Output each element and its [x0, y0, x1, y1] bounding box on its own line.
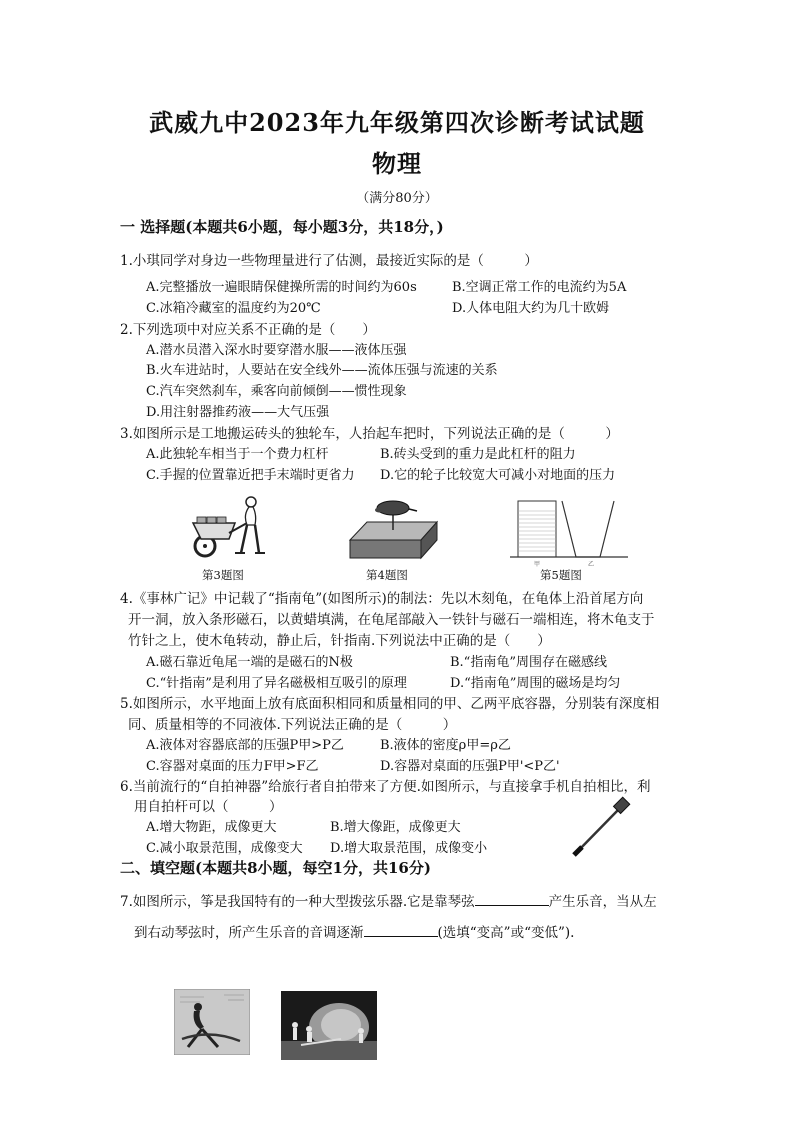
option-c: C.汽车突然刹车，乘客向前倾倒——惯性现象 — [146, 384, 407, 399]
question-stem: 5.如图所示，水平地面上放有底面积相同和质量相同的甲、乙两平底容器，分别装有深度相 — [120, 696, 660, 712]
option-a: A.潜水员潜入深水时要穿潜水服——液体压强 — [146, 343, 407, 358]
option-a: A.此独轮车相当于一个费力杠杆 — [146, 447, 329, 462]
question-stem-cont: 开一洞，放入条形磁石，以黄蜡填满，在龟尾部敲入一铁针与磁石一端相连，将木龟支于 — [128, 612, 655, 628]
figure-caption: 第3题图 — [202, 568, 244, 582]
option-d: D.容器对桌面的压强P甲'<P乙' — [380, 759, 560, 774]
question-stem-cont: 同、质量相等的不同液体.下列说法正确的是（ ） — [128, 717, 457, 733]
question-stem — [120, 890, 657, 910]
option-b: B.“指南龟”周围存在磁感线 — [450, 655, 607, 670]
option-a: A.磁石靠近龟尾一端的是磁石的N极 — [146, 655, 353, 670]
wheelbarrow-figure — [185, 493, 270, 561]
zither-performance-photo — [281, 991, 377, 1060]
question-text: (选填“变高”或“变低”). — [437, 925, 575, 941]
option-a: A.增大物距，成像更大 — [146, 820, 277, 835]
question-stem: 4.《事林广记》中记载了“指南龟”(如图所示)的制法：先以木刻龟，在龟体上沿首尾方向 — [120, 591, 644, 607]
figure-caption: 第4题图 — [366, 568, 408, 582]
question-stem: 1.小琪同学对身边一些物理量进行了估测，最接近实际的是（ ） — [120, 253, 538, 269]
answer-blank[interactable] — [364, 923, 438, 937]
question-stem-cont: 用自拍杆可以（ ） — [134, 799, 283, 815]
option-b: B.空调正常工作的电流约为5A — [452, 280, 627, 295]
compass-turtle-figure — [345, 496, 440, 564]
section-heading: 一 选择题(本题共6小题，每小题3分，共18分，) — [120, 218, 444, 236]
question-text: 7.如图所示，筝是我国特有的一种大型拨弦乐器.它是靠琴弦 — [120, 894, 475, 910]
question-stem: 2.下列选项中对应关系不正确的是（ ） — [120, 322, 376, 338]
answer-blank[interactable] — [475, 892, 549, 906]
option-a: A.液体对容器底部的压强P甲>P乙 — [146, 738, 344, 753]
option-c: C.手握的位置靠近把手末端时更省力 — [146, 468, 355, 483]
option-d: D.“指南龟”周围的磁场是均匀 — [450, 676, 621, 691]
label-yi: 乙 — [588, 561, 595, 567]
question-stem: 3.如图所示是工地搬运砖头的独轮车，人抬起车把时，下列说法正确的是（ ） — [120, 426, 619, 442]
containers-figure — [510, 495, 628, 567]
zither-player-photo — [174, 989, 250, 1055]
question-stem: 6.当前流行的“自拍神器”给旅行者自拍带来了方便.如图所示，与直接拿手机自拍相比，利 — [120, 779, 651, 795]
page-title: 武威九中2023年九年级第四次诊断考试试题 — [149, 108, 645, 137]
label-jia: 甲 — [534, 561, 541, 567]
question-text: 产生乐音，当从左 — [548, 894, 657, 910]
option-b: B.增大像距，成像更大 — [330, 820, 461, 835]
option-b: B.火车进站时，人要站在安全线外——流体压强与流速的关系 — [146, 363, 498, 378]
option-a: A.完整播放一遍眼睛保健操所需的时间约为60s — [146, 280, 417, 295]
option-c: C.容器对桌面的压力F甲>F乙 — [146, 759, 319, 774]
option-c: C.“针指南”是利用了异名磁极相互吸引的原理 — [146, 676, 407, 691]
question-stem-cont: 竹针之上，使木龟转动，静止后，针指南.下列说法中正确的是（ ） — [128, 633, 551, 649]
selfie-stick-figure — [568, 796, 632, 858]
section-heading: 二、填空题(本题共8小题，每空1分，共16分) — [120, 859, 431, 877]
question-stem-cont — [134, 921, 574, 941]
question-text: 到右动琴弦时，所产生乐音的音调逐渐 — [134, 925, 364, 941]
option-d: D.增大取景范围，成像变小 — [330, 841, 488, 856]
figure-caption: 第5题图 — [540, 568, 582, 582]
option-d: D.它的轮子比较宽大可减小对地面的压力 — [380, 468, 616, 483]
score-note: （满分80分） — [356, 191, 438, 206]
option-b: B.砖头受到的重力是此杠杆的阻力 — [380, 447, 576, 462]
option-d: D.用注射器推药液——大气压强 — [146, 405, 330, 420]
option-b: B.液体的密度ρ甲=ρ乙 — [380, 738, 511, 753]
option-c: C.冰箱冷藏室的温度约为20℃ — [146, 301, 321, 316]
option-d: D.人体电阻大约为几十欧姆 — [452, 301, 610, 316]
subject-title: 物理 — [372, 149, 422, 178]
option-c: C.减小取景范围，成像变大 — [146, 841, 303, 856]
